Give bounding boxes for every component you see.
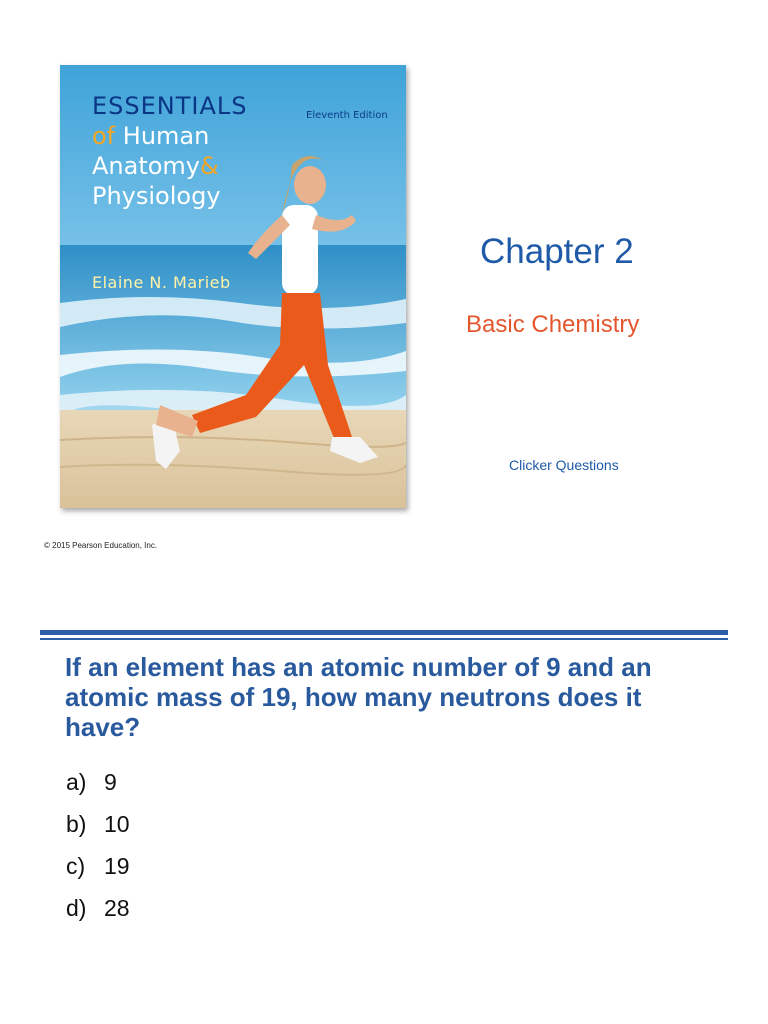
cover-title	[92, 91, 248, 211]
cover-edition: Eleventh Edition	[306, 110, 388, 121]
option-text: 10	[104, 811, 130, 837]
book-cover	[60, 65, 406, 508]
option-text: 19	[104, 853, 130, 879]
option-letter: d)	[66, 895, 87, 921]
cover-title-ampersand: &	[200, 152, 219, 180]
cover-title-line	[92, 121, 248, 151]
copyright-notice: © 2015 Pearson Education, Inc.	[44, 541, 158, 550]
option-letter: b)	[66, 811, 87, 837]
answer-option	[66, 852, 130, 894]
cover-title-line: ESSENTIALS	[92, 92, 248, 120]
answer-option	[66, 894, 130, 936]
question-slide	[0, 600, 768, 1024]
cover-title-of: of	[92, 122, 116, 150]
option-letter: a)	[66, 769, 87, 795]
answer-option	[66, 810, 130, 852]
cover-title-physiology: Physiology	[92, 182, 221, 210]
question-text: If an element has an atomic number of 9 and an atomic mass of 19, how many neutrons does it have?	[65, 652, 652, 742]
cover-author: Elaine N. Marieb	[92, 273, 231, 292]
cover-title-human: Human	[122, 122, 210, 150]
chapter-subtitle: Basic Chemistry	[466, 311, 640, 338]
answer-option	[66, 768, 130, 810]
header-rule-thick	[40, 630, 728, 635]
option-letter: c)	[66, 853, 86, 879]
header-rule-thin	[40, 638, 728, 640]
cover-title-line	[92, 151, 248, 181]
clicker-questions-label: Clicker Questions	[509, 457, 619, 473]
cover-title-anatomy: Anatomy	[92, 152, 201, 180]
option-text: 9	[104, 769, 117, 795]
chapter-title: Chapter 2	[480, 232, 634, 271]
answer-options	[66, 768, 130, 936]
option-text: 28	[104, 895, 130, 921]
